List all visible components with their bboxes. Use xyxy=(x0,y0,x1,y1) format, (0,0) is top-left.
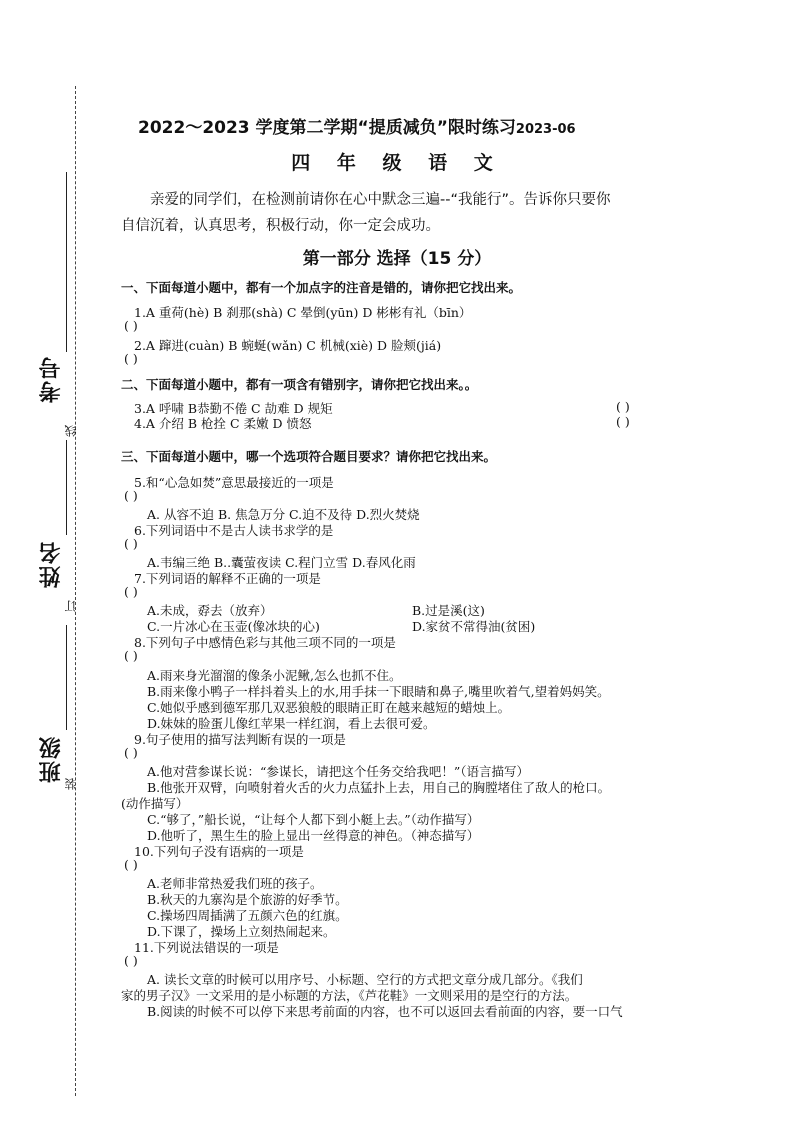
answer-blank-1[interactable]: ( ) xyxy=(124,318,138,333)
name-fill-line xyxy=(66,440,67,535)
binding-mark-zhuang: 装 xyxy=(64,778,78,790)
class-fill-line xyxy=(66,625,67,730)
question-9: 9.句子使用的描写法判断有误的一项是 xyxy=(134,732,346,747)
question-10-option-a: A.老师非常热爱我们班的孩子。 xyxy=(147,876,323,891)
answer-blank-10[interactable]: ( ) xyxy=(124,857,138,872)
answer-blank-6[interactable]: ( ) xyxy=(124,536,138,551)
part1-heading: 第一部分 选择（15 分） xyxy=(302,249,492,269)
exam-title-text: 2022～2023 学度第二学期“提质减负”限时练习 xyxy=(138,118,516,138)
answer-blank-5[interactable]: ( ) xyxy=(124,488,138,503)
question-4: 4.A 介绍 B 枪拴 C 柔嫩 D 愤怒 xyxy=(134,416,312,431)
answer-blank-4[interactable]: ( ) xyxy=(616,414,630,429)
question-8-option-b: B.雨来像小鸭子一样抖着头上的水,用手抹一下眼睛和鼻子,嘴里吹着气,望着妈妈笑。 xyxy=(147,684,610,699)
question-5-options: A. 从容不迫 B. 焦急万分 C.迫不及待 D.烈火焚烧 xyxy=(147,507,420,522)
question-7-option-d: D.家贫不常得油(贫困) xyxy=(412,619,536,634)
question-7-option-c: C.一片冰心在玉壶(像冰块的心) xyxy=(147,619,320,634)
exam-subtitle: 四 年 级 语 文 xyxy=(291,152,503,174)
question-11: 11.下列说法错误的一项是 xyxy=(134,940,279,955)
question-8-option-d: D.妹妹的脸蛋儿像红苹果一样红润，看上去很可爱。 xyxy=(147,716,436,731)
question-9-option-a: A.他对营参谋长说：“参谋长，请把这个任务交给我吧！”（语言描写） xyxy=(147,764,530,779)
binding-dashed-line xyxy=(75,86,76,1096)
question-3: 3.A 呼啸 B恭勤不倦 C 劼难 D 规矩 xyxy=(134,401,333,416)
answer-blank-11[interactable]: ( ) xyxy=(124,953,138,968)
exam-no-label: 考号 xyxy=(39,355,64,403)
question-9-option-b-cont: (动作描写） xyxy=(121,796,189,811)
question-11-option-a-cont: 家的男子汉》一文采用的是小标题的方法，《芦花鞋》一文则采用的是空行的方法。 xyxy=(121,988,578,1003)
question-6-options: A.韦编三绝 B..囊萤夜读 C.程门立雪 D.春风化雨 xyxy=(147,555,416,570)
question-9-option-b: B.他张开双臂，向喷射着火舌的火力点猛扑上去，用自己的胸膛堵住了敌人的枪口。 xyxy=(147,780,611,795)
question-10-option-b: B.秋天的九寨沟是个旅游的好季节。 xyxy=(147,892,348,907)
binding-mark-xian: 线 xyxy=(64,425,78,437)
question-10: 10.下列句子没有语病的一项是 xyxy=(134,844,304,859)
answer-blank-8[interactable]: ( ) xyxy=(124,648,138,663)
question-8-option-c: C.她似乎感到德军那几双恶狼般的眼睛正盯在越来越短的蜡烛上。 xyxy=(147,700,511,715)
question-6: 6.下列词语中不是古人读书求学的是 xyxy=(134,523,334,538)
question-8-option-a: A.雨来身光溜溜的像条小泥鳅,怎么也抓不住。 xyxy=(147,668,402,683)
question-10-option-d: D.下课了，操场上立刻热闹起来。 xyxy=(147,924,336,939)
question-2: 2.A 蹿进(cuàn) B 蜿蜒(wǎn) C 机械(xiè) D 脸颊(jiá) xyxy=(134,338,442,353)
exam-title xyxy=(138,113,576,138)
question-7-option-a: A.未成，孬去（放弃） xyxy=(147,603,273,618)
question-8: 8.下列句子中感情色彩与其他三项不同的一项是 xyxy=(134,635,396,650)
question-7: 7.下列词语的解释不正确的一项是 xyxy=(134,571,321,586)
answer-blank-9[interactable]: ( ) xyxy=(124,745,138,760)
question-9-option-c: C.“够了，”船长说，“让每个人都下到小艇上去。”（动作描写） xyxy=(147,812,480,827)
question-10-option-c: C.操场四周插满了五颜六色的红旗。 xyxy=(147,908,348,923)
question-11-option-a: A. 读长文章的时候可以用序号、小标题、空行的方式把文章分成几部分。《我们 xyxy=(147,972,583,987)
answer-blank-3[interactable]: ( ) xyxy=(616,399,630,414)
answer-blank-2[interactable]: ( ) xyxy=(124,351,138,366)
class-label: 班级 xyxy=(39,735,64,783)
question-11-option-b: B.阅读的时候不可以停下来思考前面的内容，也不可以返回去看前面的内容，要一口气 xyxy=(147,1004,623,1019)
question-9-option-d: D.他听了，黑生生的脸上显出一丝得意的神色。（神态描写） xyxy=(147,828,480,843)
binding-mark-ding: 订 xyxy=(64,600,78,612)
intro-line-1: 亲爱的同学们，在检测前请你在心中默念三遍--“我能行”。告诉你只要你 xyxy=(150,192,611,208)
question-7-option-b: B.过是溪(这) xyxy=(412,603,485,618)
answer-blank-7[interactable]: ( ) xyxy=(124,584,138,599)
intro-line-2: 自信沉着，认真思考，积极行动，你一定会成功。 xyxy=(121,218,440,234)
exam-date: 2023-06 xyxy=(515,122,576,137)
section-1-heading: 一、下面每道小题中，都有一个加点字的注音是错的，请你把它找出来。 xyxy=(121,280,522,295)
section-3-heading: 三、下面每道小题中，哪一个选项符合题目要求？请你把它找出来。 xyxy=(121,449,497,464)
name-label: 姓名 xyxy=(39,540,64,588)
section-2-heading: 二、下面每道小题中，都有一项含有错别字，请你把它找出来。。 xyxy=(121,377,478,392)
question-1: 1.A 重荷(hè) B 刹那(shà) C 晕倒(yūn) D 彬彬有礼（bīn） xyxy=(134,305,472,320)
question-5: 5.和“心急如焚”意思最接近的一项是 xyxy=(134,475,334,490)
